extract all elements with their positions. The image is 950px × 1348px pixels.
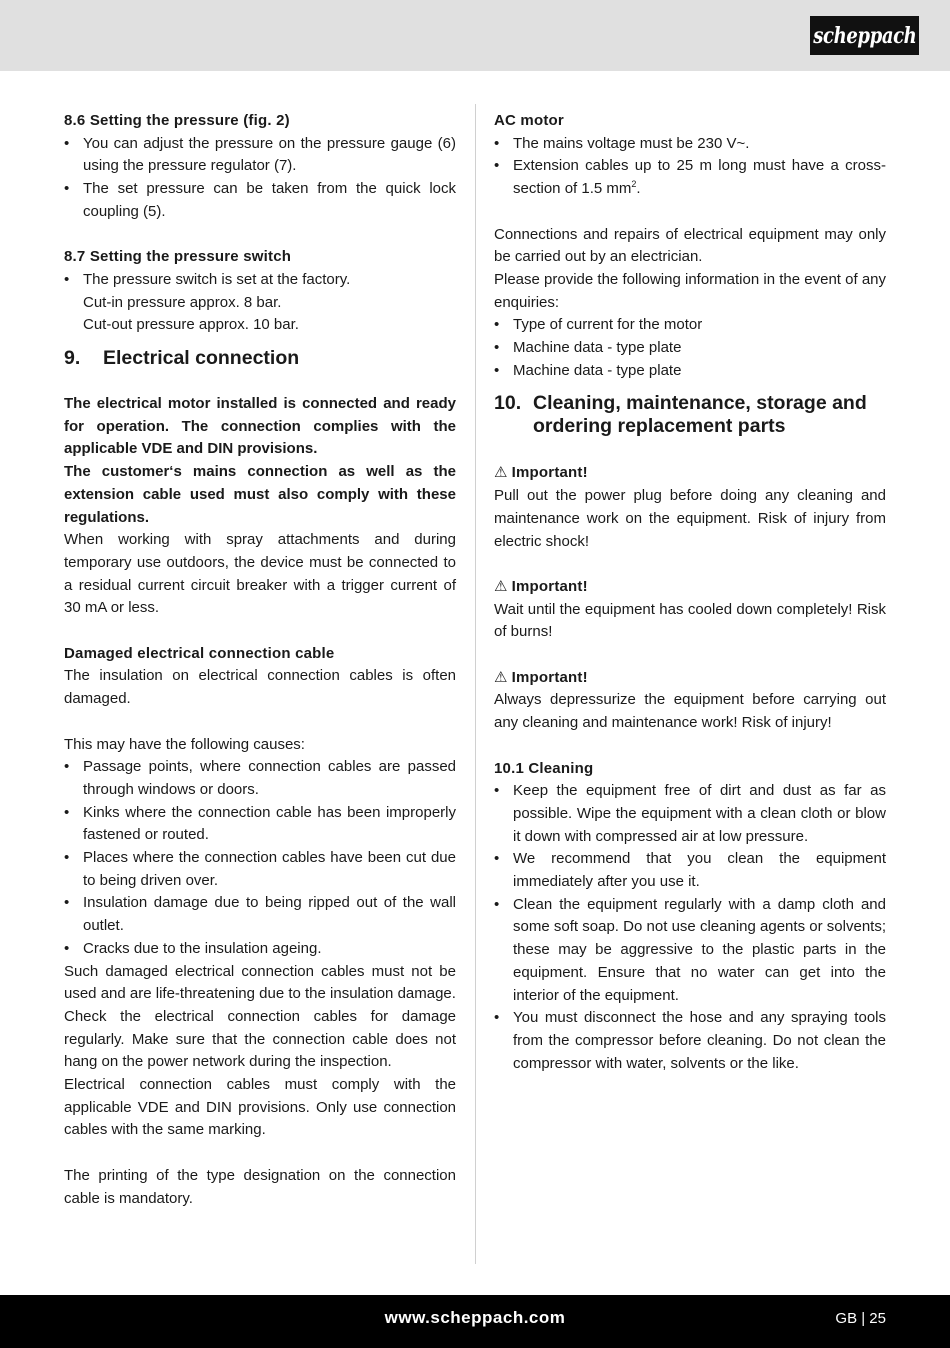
right-column (494, 110, 886, 1075)
paragraph: Pull out the power plug before doing any cleaning and maintenance work on the equipment. Risk of injury from electric shock! (494, 487, 886, 550)
important-heading (494, 667, 886, 690)
causes-list (64, 756, 456, 960)
list-item: • Machine data - type plate (494, 337, 886, 360)
section-8-6-heading: 8.6 Setting the pressure (fig. 2) (64, 112, 290, 129)
cut-out-pressure: Cut-out pressure approx. 10 bar. (83, 316, 299, 334)
superscript: 2 (631, 179, 637, 190)
section-10-1-heading: 10.1 Cleaning (494, 759, 594, 777)
website-link[interactable]: www.scheppach.com (384, 1308, 566, 1327)
left-column (64, 110, 456, 1210)
paragraph: Check the electrical connection cables for damage regularly. Make sure that the connection cable does not hang on the power network during the inspection. (64, 1007, 456, 1071)
paragraph: Always depressurize the equipment before carrying out any cleaning and maintenance work! Risk of injury! (494, 691, 886, 732)
page-header (0, 0, 950, 71)
section-title: Cleaning, maintenance, storage and ordering replacement parts (533, 392, 867, 438)
cut-in-pressure: Cut-in pressure approx. 8 bar. (83, 293, 282, 311)
paragraph: This may have the following causes: (64, 735, 305, 753)
list-item: • You must disconnect the hose and any spraying tools from the compressor before cleaning. Do not clean the compressor with water, solvents or the like. (494, 1007, 886, 1075)
section-title: Electrical connection (103, 347, 300, 370)
section-9-heading (64, 347, 456, 370)
section-number: 10. (494, 392, 522, 415)
warning-icon: ⚠ (494, 668, 508, 686)
ac-motor-list (494, 133, 886, 201)
list-item: • Keep the equipment free of dirt and dust as far as possible. Wipe the equipment with a clean cloth or blow it down with compressed air at low pressure. (494, 780, 886, 848)
paragraph: The printing of the type designation on the connection cable is mandatory. (64, 1166, 456, 1207)
list-item: • Places where the connection cables have been cut due to being driven over. (64, 847, 456, 892)
list-item: • Type of current for the motor (494, 314, 886, 337)
page-footer (0, 1295, 950, 1348)
paragraph: Such damaged electrical connection cables must not be used and are life-threatening due to the insulation damage. (64, 962, 456, 1003)
cleaning-list (494, 780, 886, 1075)
enquiry-list (494, 314, 886, 382)
list-item: • The mains voltage must be 230 V~. (494, 133, 886, 156)
important-heading (494, 462, 886, 485)
section-8-7-list (64, 269, 456, 337)
bold-paragraph: The customer‘s mains connection as well as the extension cable used must also comply with these regulations. (64, 463, 456, 526)
list-item: • Kinks where the connection cable has been improperly fastened or routed. (64, 802, 456, 847)
column-divider (475, 104, 476, 1264)
warning-icon: ⚠ (494, 464, 508, 482)
paragraph: Wait until the equipment has cooled down completely! Risk of burns! (494, 600, 886, 641)
paragraph: Connections and repairs of electrical equipment may only be carried out by an electrician. (494, 225, 886, 266)
paragraph: Electrical connection cables must comply with the applicable VDE and DIN provisions. Only use connection cables with the same marking. (64, 1076, 456, 1139)
paragraph: When working with spray attachments and during temporary use outdoors, the device must be connected to a residual current circuit breaker with a trigger current of 30 mA or less. (64, 531, 456, 617)
list-item: • Cracks due to the insulation ageing. (64, 938, 456, 961)
important-label: Important! (511, 577, 588, 595)
list-item: • We recommend that you clean the equipment immediately after you use it. (494, 848, 886, 893)
list-item: • Insulation damage due to being ripped out of the wall outlet. (64, 892, 456, 937)
list-item-end: . (636, 180, 641, 198)
important-heading (494, 576, 886, 599)
important-label: Important! (511, 668, 588, 686)
section-number: 9. (64, 347, 81, 370)
damaged-cable-heading: Damaged electrical connection cable (64, 644, 335, 662)
list-item-text: Extension cables up to 25 m long must have a cross-section of 1.5 mm (513, 157, 886, 198)
paragraph: The insulation on electrical connection cables is often damaged. (64, 667, 456, 708)
section-10-heading (494, 392, 886, 438)
list-item-text: • The pressure switch is set at the factory. (83, 270, 351, 288)
page-number: GB | 25 (835, 1310, 886, 1327)
list-item (494, 155, 886, 200)
list-item: • Clean the equipment regularly with a damp cloth and some soft soap. Do not use cleaning agents or solvents; these may be aggressive to the plastic parts in the equipment. Ensure that no water can get into the interior of the equipment. (494, 894, 886, 1008)
list-item: • Machine data - type plate (494, 360, 886, 383)
list-item: • The set pressure can be taken from the quick lock coupling (5). (64, 178, 456, 223)
section-8-7-heading: 8.7 Setting the pressure switch (64, 248, 292, 266)
bold-paragraph: The electrical motor installed is connected and ready for operation. The connection complies with the applicable VDE and DIN provisions. (64, 395, 456, 458)
list-item: • Passage points, where connection cables are passed through windows or doors. (64, 756, 456, 801)
section-8-6-list (64, 133, 456, 224)
warning-icon: ⚠ (494, 577, 508, 595)
paragraph: Please provide the following information in the event of any enquiries: (494, 270, 886, 311)
list-item: • You can adjust the pressure on the pressure gauge (6) using the pressure regulator (7). (64, 133, 456, 178)
important-label: Important! (511, 464, 588, 482)
ac-motor-heading: AC motor (494, 112, 564, 129)
scheppach-logo: scheppach (810, 16, 919, 55)
list-item (64, 269, 456, 337)
